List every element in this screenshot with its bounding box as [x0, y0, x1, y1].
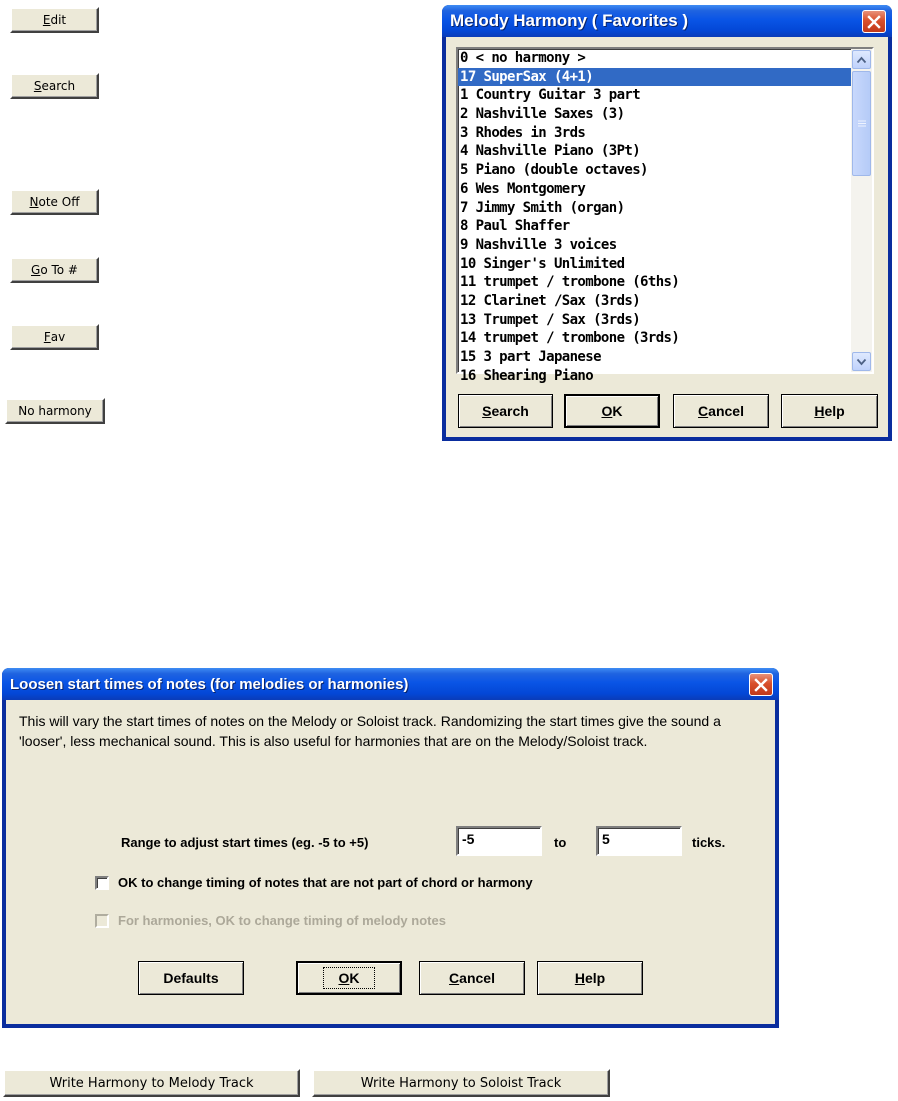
scroll-down-button[interactable] [852, 352, 871, 371]
scroll-up-icon [857, 57, 866, 63]
list-item[interactable]: 11 trumpet / trombone (6ths) [460, 274, 680, 291]
list-item[interactable]: 12 Clarinet /Sax (3rds) [460, 292, 641, 309]
range-from-input[interactable]: -5 [456, 826, 542, 856]
loosen-title: Loosen start times of notes (for melodies or harmonies) [10, 675, 409, 693]
list-item[interactable]: 14 trumpet / trombone (3rds) [460, 330, 680, 347]
loosen-cancel-button[interactable]: C ancel [419, 961, 525, 995]
dialog-title: Melody Harmony ( Favorites ) [450, 11, 689, 30]
edit-button[interactable]: E dit [10, 7, 99, 33]
list-item[interactable]: 7 Jimmy Smith (organ) [460, 199, 625, 216]
no-harmony-button[interactable]: No harmony [5, 398, 105, 424]
ticks-label: ticks. [692, 835, 726, 850]
loosen-ok-button[interactable] [296, 961, 402, 995]
list-item[interactable]: 2 Nashville Saxes (3) [460, 106, 625, 123]
list-item[interactable]: 6 Wes Montgomery [460, 180, 586, 197]
melody-notes-checkbox[interactable] [95, 914, 109, 928]
list-item[interactable]: 15 3 part Japanese [460, 349, 601, 365]
melody-search-button[interactable]: S earch [458, 394, 553, 428]
list-item[interactable]: 17 SuperSax (4+1) [458, 68, 851, 87]
nonchord-checkbox-label: OK to change timing of notes that are not part of chord or harmony [118, 875, 533, 890]
list-scrollbar[interactable] [851, 49, 872, 372]
close-button[interactable] [862, 10, 886, 33]
loosen-close-button[interactable] [749, 673, 773, 696]
grip-icon [858, 120, 866, 127]
list-item[interactable]: 13 Trumpet / Sax (3rds) [460, 311, 641, 328]
write-melody-track-button[interactable]: Write Harmony to Melody Track [3, 1069, 300, 1097]
scroll-up-button[interactable] [852, 50, 871, 69]
list-item[interactable]: 5 Piano (double octaves) [460, 162, 648, 179]
list-item[interactable]: 0 < no harmony > [460, 50, 586, 66]
list-item[interactable]: 10 Singer's Unlimited [460, 255, 625, 272]
harmony-list-items [458, 49, 851, 385]
close-icon [867, 15, 881, 29]
list-item[interactable]: 16 Shearing Piano [460, 367, 594, 384]
list-item[interactable]: 8 Paul Shaffer [460, 218, 570, 235]
loosen-titlebar [2, 668, 779, 700]
search-button[interactable]: S earch [10, 73, 99, 99]
range-label: Range to adjust start times (eg. -5 to +5) [121, 835, 369, 850]
list-item[interactable]: 4 Nashville Piano (3Pt) [460, 143, 641, 160]
scroll-down-icon [857, 359, 866, 365]
write-soloist-track-button[interactable]: Write Harmony to Soloist Track [312, 1069, 610, 1097]
dialog-titlebar [442, 5, 892, 37]
list-item[interactable]: 9 Nashville 3 voices [460, 236, 617, 253]
loosen-description: This will vary the start times of notes on the Melody or Soloist track. Randomizing the start times give the sound a 'looser', less mechanical sound. This is also useful for harmonies that are on the Melody/Soloist track. [19, 713, 721, 749]
dialog-client [446, 37, 888, 437]
melody-ok-button[interactable]: O K [564, 394, 660, 428]
close-icon [754, 678, 768, 692]
melody-help-button[interactable]: H elp [781, 394, 878, 428]
loosen-dialog [2, 668, 779, 1028]
harmony-list[interactable] [456, 47, 874, 384]
melody-harmony-dialog [442, 5, 892, 441]
scroll-thumb[interactable] [852, 71, 871, 176]
nonchord-checkbox[interactable] [95, 876, 109, 890]
melody-notes-checkbox-label: For harmonies, OK to change timing of melody notes [118, 913, 446, 928]
loosen-help-button[interactable]: H elp [537, 961, 643, 995]
loosen-client [6, 700, 775, 1024]
to-label: to [554, 835, 567, 850]
note-off-button[interactable]: N ote Off [10, 189, 99, 215]
fav-button[interactable]: F av [10, 324, 99, 350]
ok-focus-rect: OK [323, 967, 374, 989]
list-item[interactable]: 1 Country Guitar 3 part [460, 87, 641, 104]
go-to-button[interactable]: G o To # [10, 257, 99, 283]
defaults-button[interactable]: Defaults [138, 961, 244, 995]
melody-cancel-button[interactable]: C ancel [673, 394, 769, 428]
list-item[interactable]: 3 Rhodes in 3rds [460, 124, 586, 141]
range-to-input[interactable]: 5 [596, 826, 682, 856]
